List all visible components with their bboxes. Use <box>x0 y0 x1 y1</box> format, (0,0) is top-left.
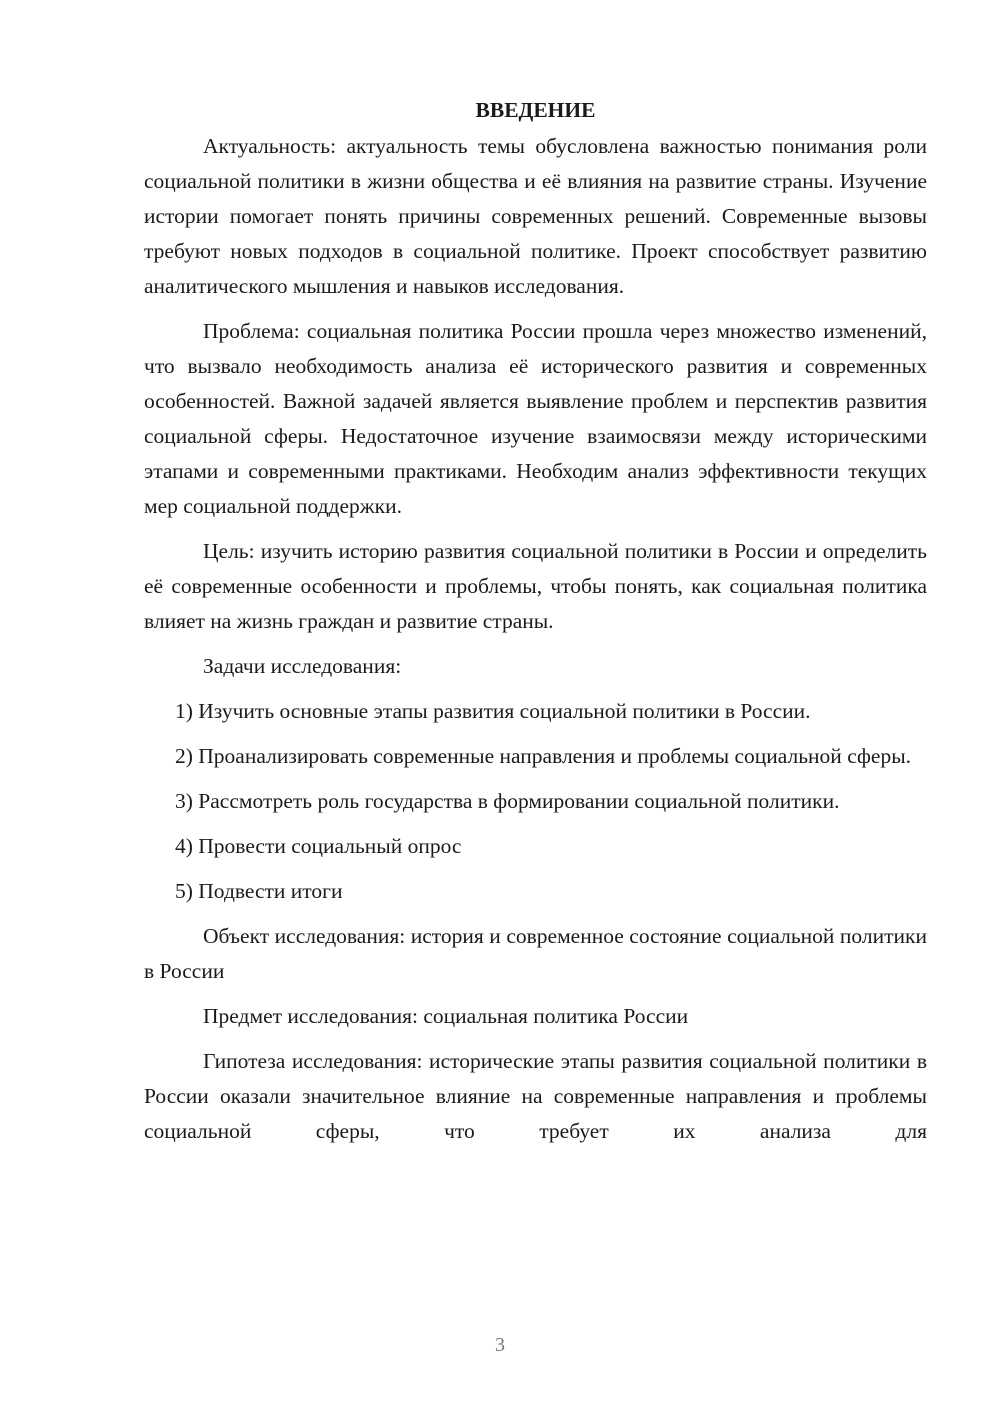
subject-paragraph: Предмет исследования: социальная политика России <box>203 1004 689 1028</box>
problem-paragraph: Проблема: социальная политика России прошла через множество изменений, что вызвало необходимость анализа её исторического развития и современных особенностей. Важной задачей является выявление проблем и перспектив развития социальной сферы. Недостаточное изучение взаимосвязи между историческими этапами и современными практиками. Необходим анализ эффективности текущих мер социальной поддержки. <box>144 319 927 518</box>
task-item-2: 2) Проанализировать современные направления и проблемы социальной сферы. <box>175 744 912 768</box>
object-paragraph: Объект исследования: история и современное состояние социальной политики в России <box>144 924 927 983</box>
page-content <box>144 93 927 1159</box>
task-item-4: 4) Провести социальный опрос <box>175 834 462 858</box>
section-title: ВВЕДЕНИЕ <box>475 98 596 122</box>
page-number: 3 <box>495 1334 505 1356</box>
task-item-5: 5) Подвести итоги <box>175 879 343 903</box>
task-item-1: 1) Изучить основные этапы развития социальной политики в России. <box>175 699 811 723</box>
tasks-heading: Задачи исследования: <box>203 654 402 678</box>
task-item-3: 3) Рассмотреть роль государства в формировании социальной политики. <box>175 789 840 813</box>
goal-paragraph: Цель: изучить историю развития социальной политики в России и определить её современные особенности и проблемы, чтобы понять, как социальная политика влияет на жизнь граждан и развитие страны. <box>144 539 927 633</box>
relevance-paragraph: Актуальность: актуальность темы обусловлена важностью понимания роли социальной политики в жизни общества и её влияния на развитие страны. Изучение истории помогает понять причины современных решений. Современные вызовы требуют новых подходов в социальной политике. Проект способствует развитию аналитического мышления и навыков исследования. <box>144 134 927 298</box>
hypothesis-paragraph: Гипотеза исследования: исторические этапы развития социальной политики в России оказали значительное влияние на современные направления и проблемы социальной сферы, что требует их анализа для <box>144 1049 927 1143</box>
